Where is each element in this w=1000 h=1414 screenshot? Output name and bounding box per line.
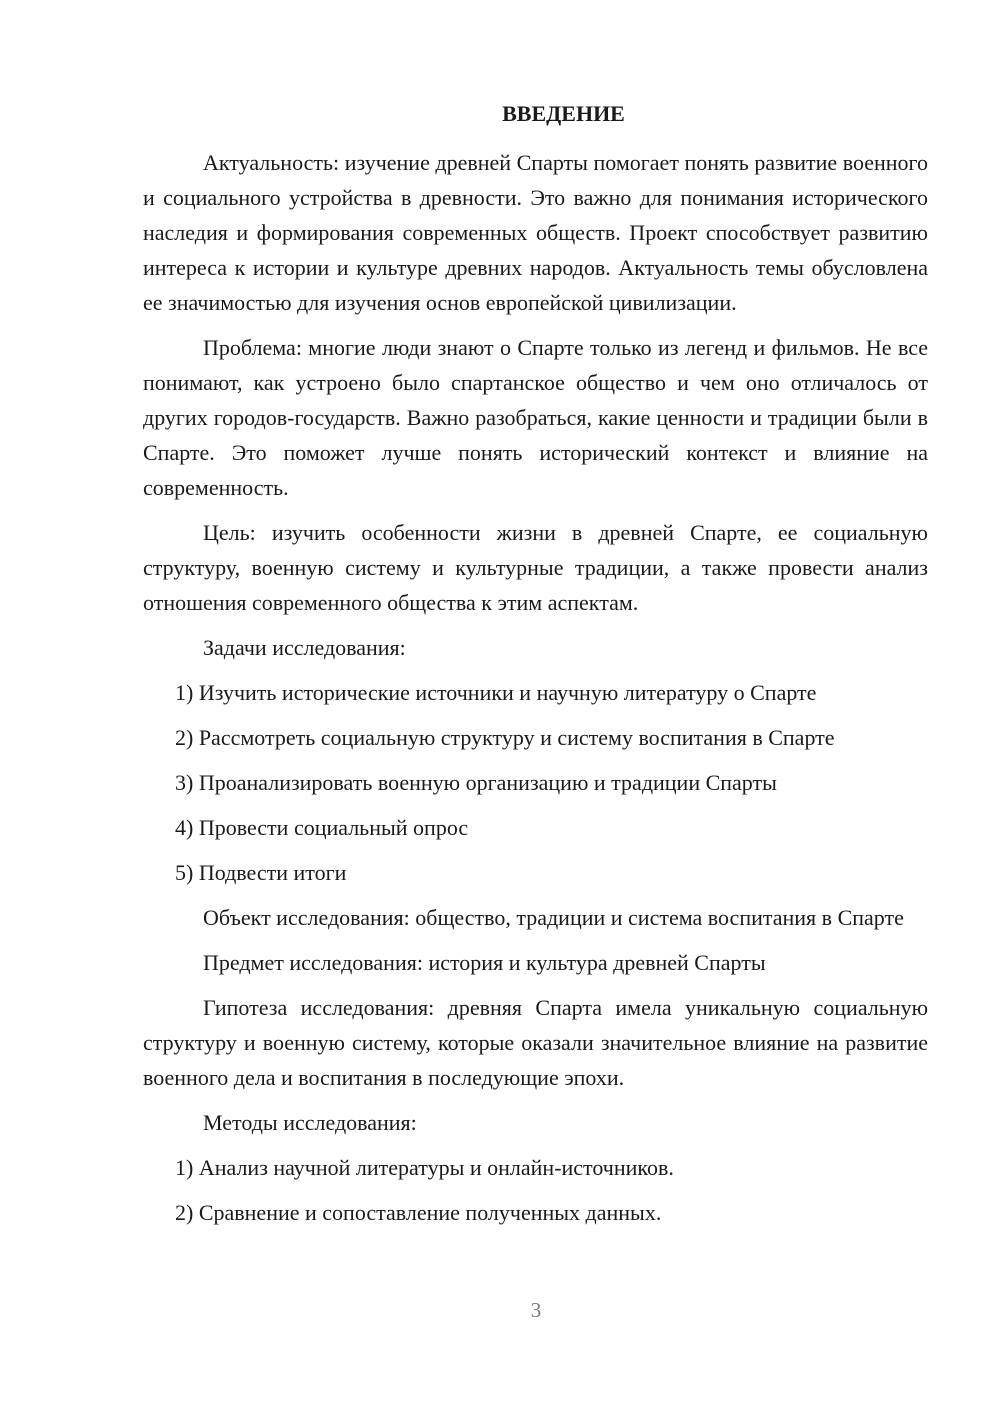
tasks-list — [143, 675, 928, 890]
method-item: 2) Сравнение и сопоставление полученных данных. — [175, 1200, 662, 1225]
task-item: 4) Провести социальный опрос — [175, 815, 469, 840]
tasks-heading: Задачи исследования: — [203, 635, 406, 660]
paragraph-goal: Цель: изучить особенности жизни в древней Спарте, ее социальную структуру, военную систему и культурные традиции, а также провести анализ отношения современного общества к этим аспектам. — [143, 520, 928, 615]
methods-list — [143, 1150, 928, 1230]
paragraph-problem: Проблема: многие люди знают о Спарте только из легенд и фильмов. Не все понимают, как устроено было спартанское общество и чем оно отличалось от других городов-государств. Важно разобраться, какие ценности и традиции были в Спарте. Это поможет лучше понять исторический контекст и влияние на современность. — [143, 335, 928, 500]
task-item: 3) Проанализировать военную организацию и традиции Спарты — [175, 770, 777, 795]
methods-heading: Методы исследования: — [203, 1110, 417, 1135]
task-item: 2) Рассмотреть социальную структуру и систему воспитания в Спарте — [175, 725, 835, 750]
paragraph-subject: Предмет исследования: история и культура древней Спарты — [203, 950, 766, 975]
document-page — [143, 96, 928, 1240]
task-item: 1) Изучить исторические источники и научную литературу о Спарте — [175, 680, 817, 705]
method-item: 1) Анализ научной литературы и онлайн-источников. — [175, 1155, 674, 1180]
task-item: 5) Подвести итоги — [175, 860, 347, 885]
page-title: ВВЕДЕНИЕ — [502, 101, 625, 126]
paragraph-relevance: Актуальность: изучение древней Спарты помогает понять развитие военного и социального устройства в древности. Это важно для понимания исторического наследия и формирования современных обществ. Проект способствует развитию интереса к истории и культуре древних народов. Актуальность темы обусловлена ее значимостью для изучения основ европейской цивилизации. — [143, 150, 928, 315]
page-number: 3 — [530, 1298, 542, 1322]
paragraph-object: Объект исследования: общество, традиции и система воспитания в Спарте — [203, 905, 904, 930]
paragraph-hypothesis: Гипотеза исследования: древняя Спарта имела уникальную социальную структуру и военную систему, которые оказали значительное влияние на развитие военного дела и воспитания в последующие эпохи. — [143, 995, 928, 1090]
